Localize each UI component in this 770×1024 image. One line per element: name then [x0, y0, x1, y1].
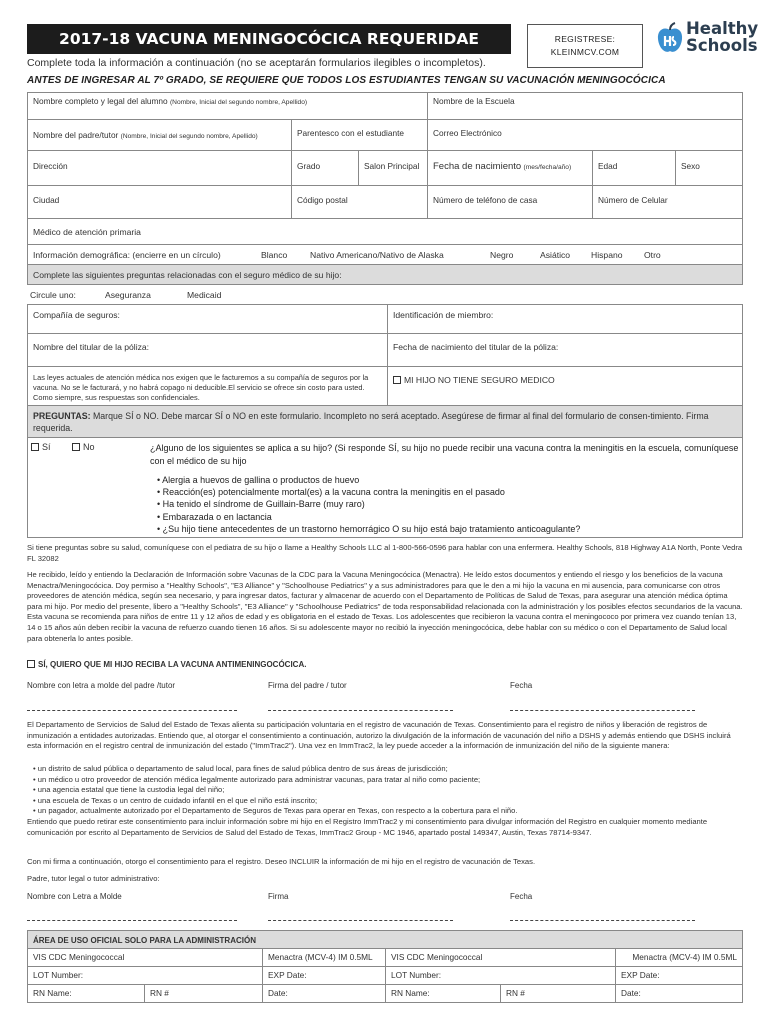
insurance-company-label: Compañía de seguros: [33, 310, 120, 320]
admin-rn-number-left[interactable]: RN # [144, 984, 263, 1003]
insurance-option-medicaid[interactable]: Medicaid [187, 290, 222, 300]
yes-checkbox[interactable] [31, 443, 39, 451]
school-name-label: Nombre de la Escuela [433, 96, 515, 106]
policy-holder-dob-field[interactable] [387, 333, 743, 367]
policy-holder-name-label: Nombre del titular de la póliza: [33, 342, 150, 352]
billing-law-notice: Las leyes actuales de atención médica nos exigen que le facturemos a su compañía de seguros por la vacuna. No se le facturará, y no habrá copago ni deducible.El servicio se ofrece sin costo para usted. Como siempre, sus respuestas son confidenciales. [27, 366, 388, 406]
registry-paragraph: El Departamento de Servicios de Salud del Estado de Texas alienta su participación voluntaria en el registro de vacunación de Texas. Consentimiento para el registro de niños y liberación de registros de inmunización a entidades autorizadas. Entiendo que, al otorgar el consentimiento a continuación, autorizo la divulgación de la información de vacunación del niño a DSHS y además entiendo que DSHS incluirá esta información en el registro central de inmunización del estado ("ImmTrac2"). Una vez en ImmTrac2, la ley puede acceder a la información de inmunización del niño de la siguiente manera: [27, 720, 731, 751]
register-url[interactable]: KLEINMCV.COM [550, 47, 620, 57]
vaccine-consent-option[interactable] [27, 660, 306, 669]
insurance-section-header: Complete las siguientes preguntas relacionadas con el seguro médico de su hijo: [27, 264, 743, 285]
relationship-field[interactable] [291, 119, 428, 151]
address-field[interactable] [27, 150, 292, 186]
list-item: • una agencia estatal que tiene la custodia legal del niño; [33, 785, 225, 795]
printed-name-line-2[interactable] [27, 920, 237, 921]
list-item: • Alergia a huevos de gallina o productos de huevo [157, 474, 580, 486]
demographic-option[interactable]: Blanco [261, 250, 288, 260]
demographic-option[interactable]: Negro [490, 250, 514, 260]
requirement-notice: ANTES DE INGRESAR AL 7º GRADO, SE REQUIERE QUE TODOS LOS ESTUDIANTES TENGAN SU VACUNACIÓN MENINGOCÓCICA [27, 75, 666, 86]
list-item: • Embarazada o en lactancia [157, 511, 580, 523]
list-item: • un distrito de salud pública o departamento de salud local, para fines de salud pública dentro de sus áreas de jurisdicción; [33, 764, 448, 773]
list-item: • ¿Su hijo tiene antecedentes de un trastorno hemorrágico O su hijo está bajo tratamiento anticoagulante? [157, 523, 580, 535]
parent-name-field[interactable] [27, 119, 292, 151]
vaccine-consent-label: SÍ, QUIERO QUE MI HIJO RECIBA LA VACUNA ANTIMENINGOCÓCICA. [38, 660, 307, 669]
dob-field[interactable] [427, 150, 593, 186]
signature-label-2: Firma [268, 892, 289, 901]
no-insurance-option[interactable] [387, 366, 743, 406]
no-checkbox[interactable] [72, 443, 80, 451]
admin-vis-left: VIS CDC Meningococcal [27, 948, 263, 967]
admin-lot-left[interactable]: LOT Number: [27, 966, 263, 985]
relationship-label: Parentesco con el estudiante [297, 128, 405, 138]
student-name-label: Nombre completo y legal del alumno [33, 96, 168, 106]
physician-label: Médico de atención primaria [33, 227, 141, 237]
homeroom-field[interactable] [358, 150, 428, 186]
demographics-row [27, 244, 743, 265]
date-label-2: Fecha [510, 892, 533, 901]
home-phone-field[interactable] [427, 185, 593, 219]
form-title: 2017-18 VACUNA MENINGOCÓCICA REQUERIDAE [27, 24, 511, 54]
physician-field[interactable] [27, 218, 743, 245]
address-label: Dirección [33, 161, 68, 171]
insurance-company-field[interactable] [27, 304, 388, 334]
printed-name-label: Nombre con letra a molde del padre /tutor [27, 681, 176, 690]
no-insurance-label: MI HIJO NO TIENE SEGURO MEDICO [404, 375, 555, 385]
member-id-label: Identificación de miembro: [393, 310, 494, 320]
form-subtitle: Complete toda la información a continuación (no se aceptarán formularios ilegibles o incompletos). [27, 57, 486, 69]
printed-name-label-2: Nombre con Letra a Molde [27, 892, 122, 901]
admin-rn-name-right[interactable]: RN Name: [385, 984, 501, 1003]
grade-label: Grado [297, 161, 321, 171]
city-field[interactable] [27, 185, 292, 219]
demographic-option[interactable]: Otro [644, 250, 661, 260]
date-line[interactable] [510, 710, 695, 711]
list-item: • Reacción(es) potencialmente mortal(es) a la vacuna contra la meningitis en el pasado [157, 486, 580, 498]
withdraw-paragraph: Entiendo que puedo retirar este consentimiento para incluir información sobre mi hijo en el Registro ImmTrac2 y mi consentimiento para divulgar información del Registro en cualquier momento mediante comunicación por escrito al Departamento de Servicios de Salud del Estado de Texas, ImmTrac2 Group - MC 1946, apartado postal 149347, Austin, Texas 78714-9347. [27, 817, 708, 837]
admin-menactra-left: Menactra (MCV-4) IM 0.5ML [262, 948, 386, 967]
demographics-label: Información demográfica: (encierre en un círculo) [33, 250, 221, 260]
date-label: Fecha [510, 681, 533, 690]
register-box [527, 24, 643, 68]
admin-rn-number-right[interactable]: RN # [500, 984, 616, 1003]
contraindication-question: ¿Alguno de los siguientes se aplica a su hijo? (Si responde SÍ, su hijo no puede recibir una vacuna contra la meningitis en la escuela, comuníquese con el médico de su hijo [150, 443, 739, 466]
consent-paragraph: He recibido, leído y entiendo la Declaración de Información sobre Vacunas de la CDC para la Vacuna Meningocócica (Menactra). He leído estos documentos y entiendo el riesgo y los beneficios de la vacuna Menactra/Meningocócica. Doy permiso a "Healthy Schools", "E3 Alliance" y "Schoolhouse Pediatrics" y a sus administradores para que le den a mi hijo la vacuna en mi ausencia, para comunicarse con otros proveedores de atención médica, según sea necesario, y para ingresar datos, facturar y almacenar de acuerdo con el Departamento de Políticas de Salud de Texas, para asegurar una atención médica óptima para mi hijo. Por medio del presente, libero a "Healthy Schools", "E3 Alliance" y "Schoolhouse Pediatrics" de toda responsabilidad relacionada con la administración y los posibles efectos secundarios de la vacuna. Esta vacuna se recomienda para niños de entre 11 y 12 años de edad y es obligatoria en el estado de Texas. Los adolescentes que recibieron la vacuna contra el meningococo por primera vez cuando tenían 13, 14 o 15 años aún deben recibir la vacuna de refuerzo cuando tienen 16 años. Si su adolescente mayor no recibió la inyección meningocócica, debe hablar con su médico o con el Departamento de Salud local para obtenerla lo antes posible. [27, 570, 743, 643]
admin-vis-right: VIS CDC Meningococcal [385, 948, 616, 967]
printed-name-line[interactable] [27, 710, 237, 711]
contraindication-list [157, 474, 580, 535]
admin-date-left[interactable]: Date: [262, 984, 386, 1003]
homeroom-label: Salon Principal [364, 161, 420, 171]
school-name-field[interactable] [427, 92, 743, 120]
demographic-option[interactable]: Nativo Americano/Nativo de Alaska [310, 250, 444, 260]
student-name-field[interactable] [27, 92, 428, 120]
guardian-label: Padre, tutor legal o tutor administrativo: [27, 874, 160, 883]
sex-label: Sexo [681, 161, 700, 171]
signature-line-2[interactable] [268, 920, 453, 921]
sex-field[interactable] [675, 150, 743, 186]
questions-header [27, 405, 743, 438]
signature-line[interactable] [268, 710, 453, 711]
demographic-option[interactable]: Hispano [591, 250, 623, 260]
register-label: REGISTRESE: [554, 34, 616, 44]
circle-one-label: Circule uno: [30, 290, 76, 300]
dob-label: Fecha de nacimiento [433, 161, 522, 172]
demographic-option[interactable]: Asiático [540, 250, 571, 260]
list-item: • una escuela de Texas o un centro de cuidado infantil en el que el niño está inscrito; [33, 795, 318, 805]
parent-name-label: Nombre del padre/tutor [33, 130, 119, 140]
date-line-2[interactable] [510, 920, 695, 921]
list-item: • Ha tenido el síndrome de Guillain-Barre (muy raro) [157, 498, 580, 510]
logo-line-2: Schools [686, 36, 758, 55]
policy-holder-dob-label: Fecha de nacimiento del titular de la póliza: [393, 342, 559, 352]
yes-option[interactable] [31, 442, 51, 452]
city-label: Ciudad [33, 195, 60, 205]
email-label: Correo Electrónico [433, 128, 502, 138]
signature-label: Firma del padre / tutor [268, 681, 347, 690]
home-phone-label: Número de teléfono de casa [433, 195, 538, 205]
registry-consent-statement: Con mi firma a continuación, otorgo el consentimiento para el registro. Deseo INCLUIR la información de mi hijo en el registro de vacunación de Texas. [27, 857, 536, 866]
logo-line-1: Healthy [686, 19, 759, 38]
insurance-option-private[interactable]: Aseguranza [105, 290, 151, 300]
student-name-hint: (Nombre, Inicial del segundo nombre, Apellido) [169, 99, 308, 106]
healthy-schools-logo [652, 19, 759, 70]
parent-name-hint: (Nombre, Inicial del segundo nombre, Apellido) [120, 133, 258, 140]
admin-date-right[interactable]: Date: [615, 984, 743, 1003]
cell-phone-label: Número de Celular [598, 195, 668, 205]
policy-holder-name-field[interactable] [27, 333, 388, 367]
questions-instructions: Marque SÍ o NO. Debe marcar SÍ o NO en este formulario. Incompleto no será aceptado. Asegúrese de firmar al final del formulario de consen-timiento. Firma requerida. [33, 411, 709, 433]
zip-label: Código postal [297, 195, 348, 205]
admin-exp-right[interactable]: EXP Date: [615, 966, 743, 985]
no-insurance-checkbox[interactable] [393, 376, 401, 384]
age-label: Edad [598, 161, 618, 171]
admin-menactra-right: Menactra (MCV-4) IM 0.5ML [615, 948, 743, 967]
contact-paragraph: Si tiene preguntas sobre su salud, comuníquese con el pediatra de su hijo o llame a Healthy Schools LLC al 1-800-566-0596 para hablar con una enfermera. Healthy Schools, 818 Highway A1A North, Ponte Vedra FL 32082 [27, 543, 743, 563]
yes-label: Sí [42, 442, 51, 452]
registry-list [33, 764, 749, 817]
email-field[interactable] [427, 119, 743, 151]
logo-wordmark [686, 20, 758, 54]
questions-label: PREGUNTAS: [33, 411, 91, 421]
cell-phone-field[interactable] [592, 185, 743, 219]
apple-logo-icon [654, 22, 686, 56]
admin-area-title: ÁREA DE USO OFICIAL SOLO PARA LA ADMINISTRACIÓN [33, 936, 256, 945]
member-id-field[interactable] [387, 304, 743, 334]
list-item: • un pagador, actualmente autorizado por el Departamento de Seguros de Texas para operar en Texas, con respecto a la cobertura para el niño. [33, 806, 518, 816]
admin-exp-left[interactable]: EXP Date: [262, 966, 386, 985]
list-item: • un médico u otro proveedor de atención médica legalmente autorizado para administrar vacunas, para tratar al niño como paciente; [33, 774, 481, 784]
dob-hint: (mes/fecha/año) [523, 164, 572, 171]
admin-area-header [27, 930, 743, 949]
vaccine-consent-checkbox[interactable] [27, 660, 35, 668]
no-label: No [83, 442, 95, 452]
admin-lot-right[interactable]: LOT Number: [385, 966, 616, 985]
admin-rn-name-left[interactable]: RN Name: [27, 984, 145, 1003]
grade-field[interactable] [291, 150, 359, 186]
age-field[interactable] [592, 150, 676, 186]
no-option[interactable] [72, 442, 95, 452]
zip-field[interactable] [291, 185, 428, 219]
